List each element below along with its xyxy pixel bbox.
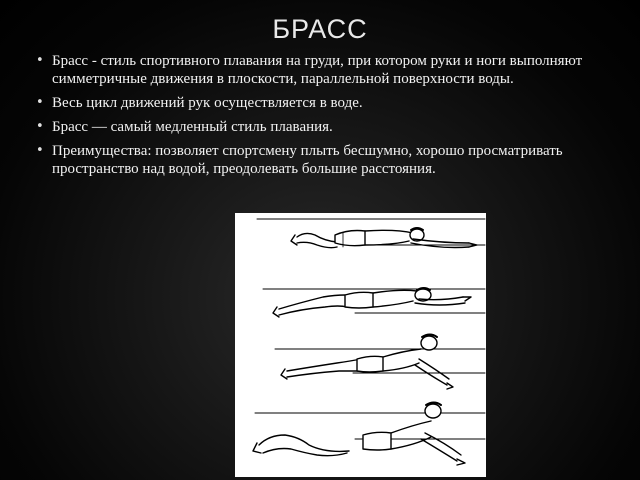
swimmer-phase-4 — [253, 403, 485, 466]
bullet-list — [36, 52, 612, 184]
bullet-item — [36, 142, 612, 178]
bullet-text: Брасс — самый медленный стиль плавания. — [52, 119, 333, 135]
swimmer-drawing — [235, 213, 486, 477]
bullet-item — [36, 118, 612, 136]
swimmer-phase-2 — [263, 288, 485, 317]
bullet-marker: • — [36, 53, 44, 68]
swimmer-phase-3 — [275, 335, 485, 390]
bullet-marker: • — [36, 95, 44, 110]
bullet-text: Брасс - стиль спортивного плавания на груди, при котором руки и ноги выполняют симметричные движения в плоскости, параллельной поверхности воды. — [52, 53, 583, 87]
bullet-item — [36, 52, 612, 88]
bullet-marker: • — [36, 119, 44, 134]
swimmer-phase-1 — [257, 219, 485, 248]
bullet-item — [36, 94, 612, 112]
slide-title: БРАСС — [272, 14, 368, 44]
bullet-text: Весь цикл движений рук осуществляется в воде. — [52, 95, 363, 111]
bullet-text: Преимущества: позволяет спортсмену плыть бесшумно, хорошо просматривать пространство над водой, преодолевать большие расстояния. — [52, 143, 563, 177]
bullet-marker: • — [36, 143, 44, 158]
breaststroke-illustration — [235, 213, 486, 477]
